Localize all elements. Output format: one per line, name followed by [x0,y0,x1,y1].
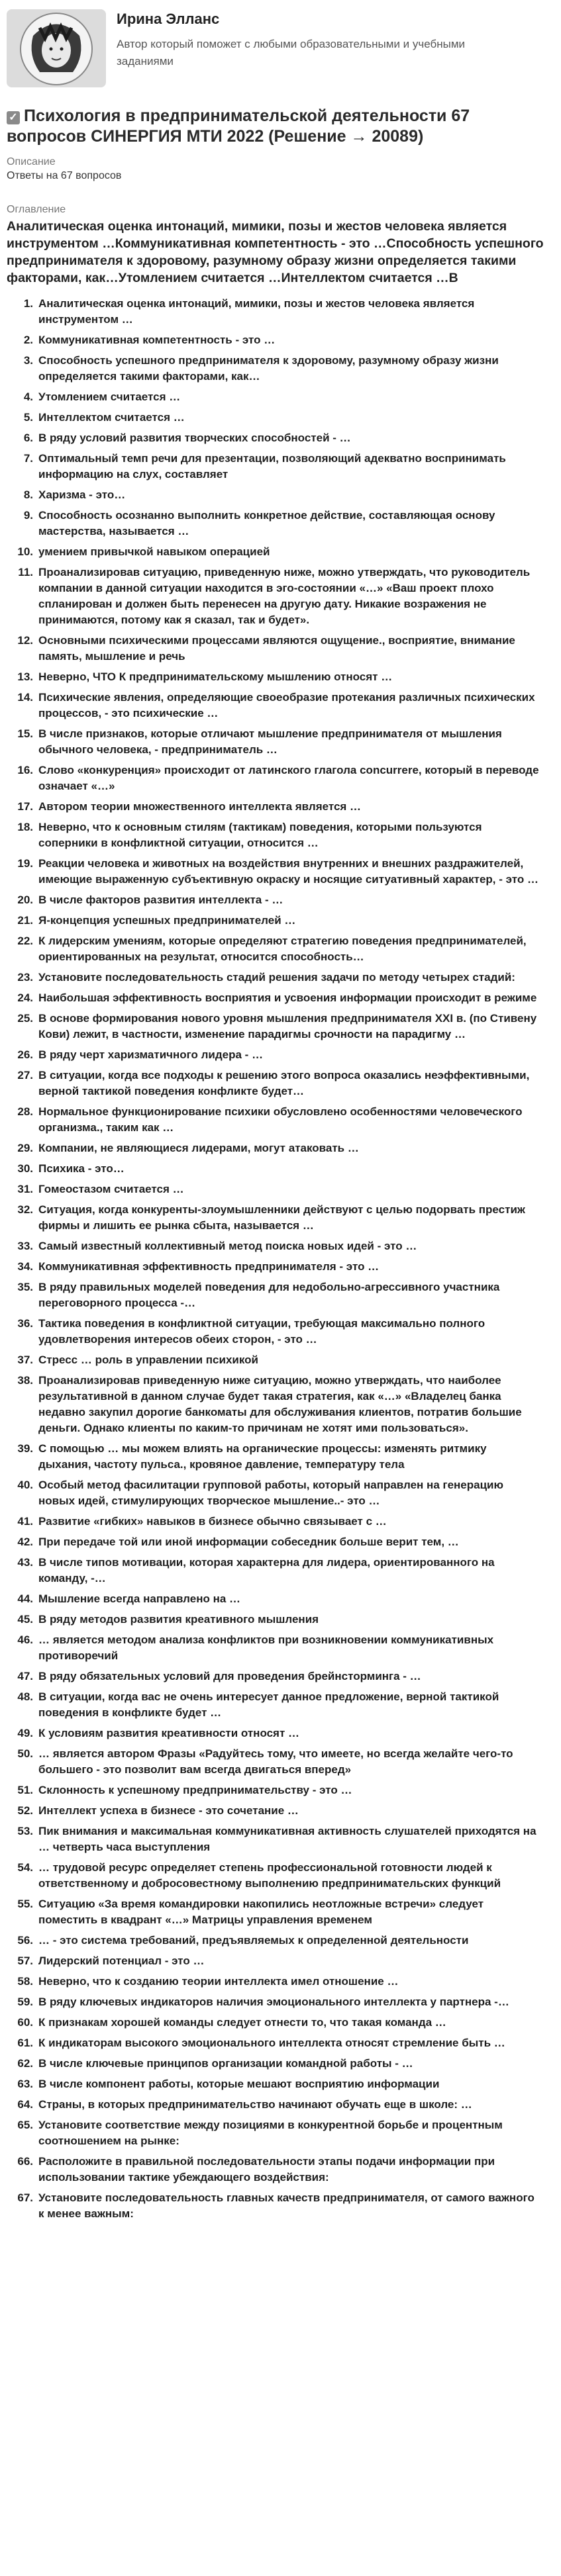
question-text: Способность осознанно выполнить конкретное действие, составляющая основу мастерства, называется … [38,509,495,537]
question-item [7,1373,552,1436]
question-text: … - это система требований, предъявляемых к определенной деятельности [38,1934,469,1947]
question-number: 14. [17,691,33,704]
question-number: 11. [18,566,33,578]
question-item [7,1823,552,1855]
question-item [7,2190,552,2222]
question-text: Особый метод фасилитации групповой работы, который направлен на генерацию новых идей, стимулирующих творческое мышление..- это … [38,1479,504,1507]
question-number: 28. [17,1105,33,1118]
question-text: К условиям развития креативности относят … [38,1727,300,1739]
question-text: Установите последовательность стадий решения задачи по методу четырех стадий: [38,971,515,984]
question-text: Тактика поведения в конфликтной ситуации, требующая максимально полного удовлетворения интересов обеих сторон, - это … [38,1317,485,1346]
question-text: Проанализировав приведенную ниже ситуацию, можно утверждать, что наиболее результативной в данном случае будет такая стратегия, как «…» «Владелец банка недавно закупил дорогие банкоматы для обслуживания клиентов, потратив большие деньги. Однако клиенты по каким-то причинам не хотят ими пользоваться». [38,1374,522,1434]
question-number: 30. [17,1162,33,1175]
question-number: 6. [23,432,33,444]
author-info [117,9,487,70]
question-text: Я-концепция успешных предпринимателей … [38,914,296,927]
question-text: Интеллектом считается … [38,411,185,424]
question-text: В числе факторов развития интеллекта - … [38,894,283,906]
question-text: Неверно, что к основным стилям (тактикам) поведения, которыми пользуются соперники в конфликтной ситуации, относится … [38,821,482,849]
question-text: Стресс … роль в управлении психикой [38,1354,258,1366]
question-number: 62. [17,2057,33,2070]
question-item [7,1689,552,1721]
question-number: 36. [17,1317,33,1330]
question-item [7,762,552,794]
question-number: 35. [17,1281,33,1293]
question-text: Страны, в которых предпринимательство начинают обучать еще в школе: … [38,2098,472,2111]
question-number: 57. [17,1955,33,1967]
question-text: умением привычкой навыком операцией [38,545,270,558]
toc-lead-text: Аналитическая оценка интонаций, мимики, позы и жестов человека является инструментом …Коммуникативная компетентность - это …Способность успешного предпринимателя к здоровому, разумному образу жизни определяется такими факторами, как…Утомлением считается …Интеллектом считается …В [7,219,544,285]
question-number: 52. [17,1804,33,1817]
question-number: 60. [17,2016,33,2029]
question-text: Автором теории множественного интеллекта является … [38,800,362,813]
question-number: 64. [17,2098,33,2111]
question-item [7,1803,552,1819]
question-number: 56. [17,1934,33,1947]
question-item [7,856,552,888]
question-item [7,1161,552,1177]
question-number: 51. [17,1784,33,1796]
question-number: 10. [17,545,33,558]
question-item [7,508,552,539]
question-number: 32. [17,1203,33,1216]
question-item [7,1011,552,1042]
question-text: В ряду условий развития творческих способностей - … [38,432,351,444]
question-item [7,1202,552,1234]
question-number: 22. [17,935,33,947]
question-number: 59. [17,1996,33,2008]
question-number: 40. [17,1479,33,1491]
question-item [7,487,552,503]
question-text: В числе компонент работы, которые мешают восприятию информации [38,2078,440,2090]
question-number: 4. [23,391,33,403]
question-text: В ситуации, когда все подходы к решению этого вопроса оказались неэффективными, верной тактикой поведения конфликте будет… [38,1069,530,1097]
question-number: 23. [17,971,33,984]
question-item [7,410,552,426]
author-description: Автор который поможет с любыми образовательными и учебными заданиями [117,38,466,68]
question-number: 48. [17,1690,33,1703]
question-item [7,1896,552,1928]
question-number: 66. [17,2155,33,2168]
question-number: 8. [23,488,33,501]
question-item [7,332,552,348]
question-text: В числе ключевые принципов организации командной работы - … [38,2057,413,2070]
question-number: 55. [17,1898,33,1910]
question-number: 49. [17,1727,33,1739]
question-item [7,933,552,965]
question-text: В ряду обязательных условий для проведения брейнсторминга - … [38,1670,421,1682]
checkbox-checked-icon: ✓ [7,111,20,124]
toc-label: Оглавление [7,204,66,215]
question-text: В ряду ключевых индикаторов наличия эмоционального интеллекта у партнера -… [38,1996,509,2008]
question-text: Способность успешного предпринимателя к здоровому, разумному образу жизни определяется такими факторами, как… [38,354,499,383]
question-item [7,990,552,1006]
question-number: 54. [17,1861,33,1874]
question-item [7,1279,552,1311]
question-number: 18. [17,821,33,833]
question-item [7,2056,552,2072]
question-text: … трудовой ресурс определяет степень профессиональной готовности людей к ответственному и добросовестному выполнению предпринимательских функций [38,1861,501,1890]
question-text: Утомлением считается … [38,391,181,403]
question-text: Ситуацию «За время командировки накопились неотложные встречи» следует поместить в квадрант «…» Матрицы управления временем [38,1898,484,1926]
question-item [7,296,552,328]
question-text: … является методом анализа конфликтов при возникновении коммуникативных противоречий [38,1633,494,1662]
question-text: Харизма - это… [38,488,126,501]
question-text: Расположите в правильной последовательности этапы подачи информации при использовании тактике убеждающего воздействия: [38,2155,495,2184]
question-number: 67. [17,2191,33,2204]
question-number: 25. [17,1012,33,1025]
question-text: Мышление всегда направлено на … [38,1592,241,1605]
question-number: 12. [17,634,33,647]
question-number: 37. [17,1354,33,1366]
question-text: В ряду методов развития креативного мышления [38,1613,319,1626]
question-item [7,1746,552,1778]
question-text: Установите соответствие между позициями в конкурентной борьбе и процентным соотношением на рынке: [38,2119,503,2147]
question-number: 19. [17,857,33,870]
question-text: В основе формирования нового уровня мышления предпринимателя XXI в. (по Стивену Кови) лежит, в частности, изменение парадигмы срочности на парадигму … [38,1012,537,1040]
question-text: Развитие «гибких» навыков в бизнесе обычно связывает с … [38,1515,387,1528]
question-text: Компании, не являющиеся лидерами, могут атаковать … [38,1142,359,1154]
question-item [7,1068,552,1099]
question-item [7,430,552,446]
question-number: 1. [23,297,33,310]
question-item [7,1316,552,1348]
question-number: 29. [17,1142,33,1154]
question-item [7,1259,552,1275]
question-item [7,1514,552,1530]
description-text: Ответы на 67 вопросов [7,170,122,181]
question-text: Психика - это… [38,1162,125,1175]
question-number: 65. [17,2119,33,2131]
question-text: Неверно, ЧТО К предпринимательскому мышлению относят … [38,670,393,683]
question-item [7,1140,552,1156]
question-number: 43. [17,1556,33,1569]
question-number: 33. [17,1240,33,1252]
question-item [7,1352,552,1368]
question-number: 44. [17,1592,33,1605]
question-number: 9. [23,509,33,522]
question-number: 21. [17,914,33,927]
question-item [7,1933,552,1949]
page-title-text: Психология в предпринимательской деятельности 67 вопросов СИНЕРГИЯ МТИ 2022 (Решение → 20089) [7,107,470,146]
question-text: К лидерским умениям, которые определяют стратегию поведения предпринимателей, ориентированных на результат, относится способность… [38,935,527,963]
question-number: 63. [17,2078,33,2090]
question-item [7,819,552,851]
question-text: В числе типов мотивации, которая характерна для лидера, ориентированного на команду, -… [38,1556,495,1585]
question-item [7,544,552,560]
question-number: 47. [17,1670,33,1682]
author-name[interactable]: Ирина Элланс [117,11,220,27]
question-item [7,1238,552,1254]
question-text: Коммуникативная компетентность - это … [38,334,276,346]
question-item [7,1632,552,1664]
question-item [7,726,552,758]
question-text: Установите последовательность главных качеств предпринимателя, от самого важного к менее важным: [38,2191,535,2220]
question-text: Коммуникативная эффективность предпринимателя - это … [38,1260,380,1273]
question-item [7,633,552,665]
question-item [7,1782,552,1798]
question-number: 31. [17,1183,33,1195]
question-number: 16. [17,764,33,776]
question-text: Оптимальный темп речи для презентации, позволяющий адекватно воспринимать информацию на слух, составляет [38,452,506,481]
question-item [7,669,552,685]
question-text: Проанализировав ситуацию, приведенную ниже, можно утверждать, что руководитель компании в данной ситуации находится в эго-состоянии «…» «Ваш проект плохо спланирован и должен быть перенесен на другую дату. Никакие возражения не принимаются, потому как я сказал, так и будет». [38,566,531,626]
question-text: Гомеостазом считается … [38,1183,184,1195]
question-text: Аналитическая оценка интонаций, мимики, позы и жестов человека является инструментом … [38,297,475,326]
question-item [7,565,552,628]
question-item [7,1860,552,1892]
question-number: 3. [23,354,33,367]
question-number: 41. [17,1515,33,1528]
question-item [7,1994,552,2010]
question-item [7,1534,552,1550]
question-number: 39. [17,1442,33,1455]
question-text: Нормальное функционирование психики обусловлено особенностями человеческого организма., таким как … [38,1105,523,1134]
question-item [7,451,552,483]
question-item [7,2015,552,2031]
question-item [7,913,552,929]
question-item [7,1181,552,1197]
question-text: … является автором Фразы «Радуйтесь тому, что имеете, но всегда желайте чего-то большего - это позволит вам всегда двигаться вперед» [38,1747,513,1776]
question-item [7,1974,552,1990]
question-text: К признакам хорошей команды следует отнести то, что такая команда … [38,2016,446,2029]
question-item [7,690,552,721]
question-item [7,1725,552,1741]
description-label: Описание [7,156,56,167]
question-text: В числе признаков, которые отличают мышление предпринимателя от мышления обычного человека, - предприниматель … [38,727,502,756]
question-item [7,2097,552,2113]
question-item [7,389,552,405]
question-item [7,1669,552,1684]
question-item [7,1441,552,1473]
question-number: 26. [17,1048,33,1061]
avatar-image [7,9,106,87]
question-text: Наибольшая эффективность восприятия и усвоения информации происходит в режиме [38,991,537,1004]
question-number: 24. [17,991,33,1004]
question-number: 2. [23,334,33,346]
question-item [7,1104,552,1136]
question-item [7,2154,552,2185]
question-number: 20. [17,894,33,906]
question-text: К индикаторам высокого эмоционального интеллекта относят стремление быть … [38,2037,505,2049]
question-number: 61. [17,2037,33,2049]
question-number: 38. [17,1374,33,1387]
question-text: С помощью … мы можем влиять на органические процессы: изменять ритмику дыхания, частоту пульса., кровяное давление, температуру тела [38,1442,487,1471]
question-number: 50. [17,1747,33,1760]
question-number: 5. [23,411,33,424]
question-text: В ситуации, когда вас не очень интересует данное предложение, верной тактикой поведения в конфликте будет … [38,1690,499,1719]
question-text: Интеллект успеха в бизнесе - это сочетание … [38,1804,299,1817]
question-text: Самый известный коллективный метод поиска новых идей - это … [38,1240,417,1252]
question-number: 46. [17,1633,33,1646]
question-number: 53. [17,1825,33,1837]
question-text: Ситуация, когда конкуренты-злоумышленники действуют с целью подорвать престиж фирмы и лишить ее рынка сбыта, называется … [38,1203,525,1232]
question-text: В ряду черт харизматичного лидера - … [38,1048,264,1061]
question-number: 7. [23,452,33,465]
question-text: В ряду правильных моделей поведения для недобольно-агрессивного участника переговорного процесса -… [38,1281,500,1309]
question-item [7,2117,552,2149]
question-text: Лидерский потенциал - это … [38,1955,205,1967]
question-number: 15. [17,727,33,740]
question-text: Реакции человека и животных на воздействия внутренних и внешних раздражителей, имеющие выраженную субъективную окраску и носящие ситуативный характер, - это … [38,857,538,886]
question-item [7,892,552,908]
question-text: Склонность к успешному предпринимательству - это … [38,1784,352,1796]
question-item [7,1591,552,1607]
question-item [7,799,552,815]
question-number: 34. [17,1260,33,1273]
question-item [7,1953,552,1969]
question-item [7,970,552,986]
question-number: 27. [17,1069,33,1081]
question-item [7,1555,552,1587]
question-number: 42. [17,1536,33,1548]
question-item [7,353,552,385]
question-item [7,1047,552,1063]
page-title [7,106,550,147]
question-number: 58. [17,1975,33,1988]
author-card [7,9,552,95]
question-number: 17. [17,800,33,813]
question-item [7,2076,552,2092]
question-text: Пик внимания и максимальная коммуникативная активность слушателей приходятся на … четверть часа выступления [38,1825,536,1853]
question-number: 13. [17,670,33,683]
question-text: Слово «конкуренция» происходит от латинского глагола concurrere, который в переводе означает «…» [38,764,539,792]
avatar[interactable] [7,9,106,87]
question-text: Основными психическими процессами являются ощущение., восприятие, внимание память, мышление и речь [38,634,515,663]
question-text: Неверно, что к созданию теории интеллекта имел отношение … [38,1975,399,1988]
question-list [7,296,552,2222]
question-number: 45. [17,1613,33,1626]
question-text: При передаче той или иной информации собеседник больше верит тем, … [38,1536,459,1548]
question-item [7,1477,552,1509]
question-item [7,2035,552,2051]
question-item [7,1612,552,1628]
question-text: Психические явления, определяющие своеобразие протекания различных психических процессов, - это психические … [38,691,535,719]
